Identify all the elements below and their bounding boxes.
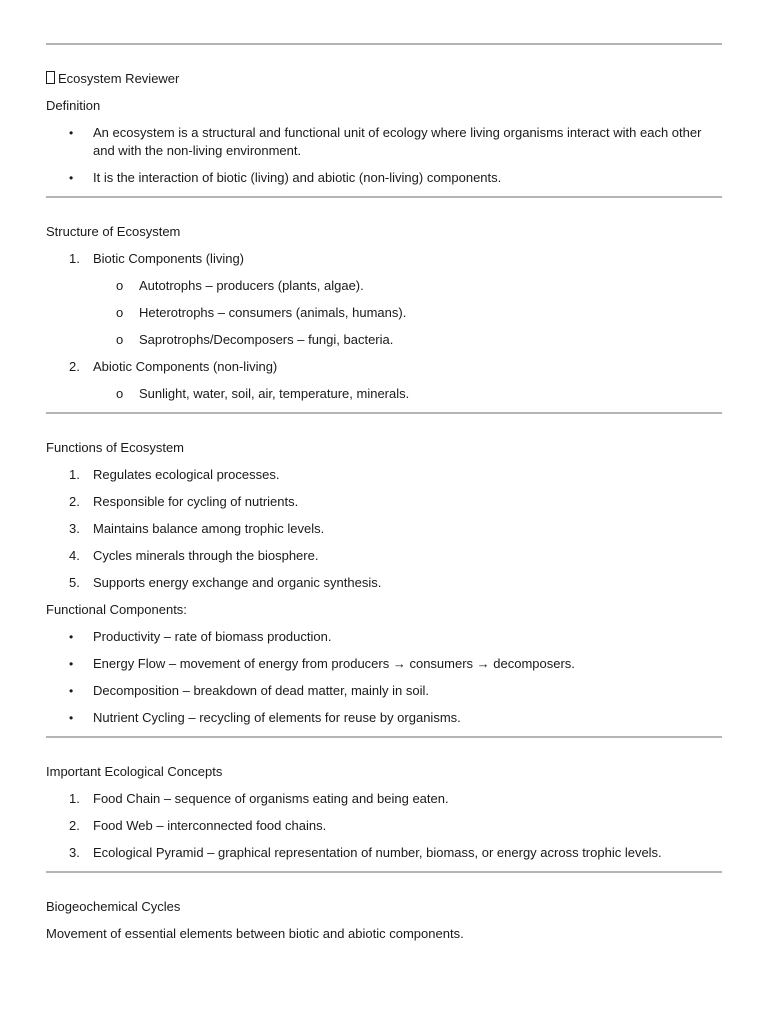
list-number: 2. [69, 359, 80, 374]
horizontal-rule [46, 196, 722, 198]
sub-bullet-marker: o [116, 386, 124, 401]
section-heading-cycles: Biogeochemical Cycles [46, 899, 181, 914]
list-item-text: Ecological Pyramid – graphical representation of number, biomass, or energy across trophic levels. [93, 845, 662, 860]
list-item [46, 574, 722, 592]
sub-list-item-text: Sunlight, water, soil, air, temperature, minerals. [139, 386, 410, 401]
list-item-text: Regulates ecological processes. [93, 467, 280, 482]
document-page [46, 0, 722, 943]
list-item-text: Responsible for cycling of nutrients. [93, 494, 299, 509]
list-number: 3. [69, 521, 80, 536]
list-number: 2. [69, 818, 80, 833]
list-item [46, 682, 722, 700]
list-item [46, 547, 722, 565]
bullet-marker: • [69, 657, 74, 671]
list-item [46, 790, 722, 808]
list-item [46, 520, 722, 538]
list-item [46, 655, 722, 673]
list-item [46, 250, 722, 268]
sub-list-item [46, 385, 722, 403]
horizontal-rule [46, 736, 722, 738]
list-number: 1. [69, 791, 80, 806]
list-item-text: Biotic Components (living) [93, 251, 245, 266]
list-item [46, 628, 722, 646]
bullet-marker: • [69, 126, 74, 140]
bullet-marker: • [69, 684, 74, 698]
document-title [46, 70, 722, 88]
list-item [46, 169, 722, 187]
list-number: 1. [69, 467, 80, 482]
bullet-marker: • [69, 630, 74, 644]
list-number: 4. [69, 548, 80, 563]
list-item [46, 124, 722, 160]
list-item [46, 709, 722, 727]
list-item-text: Nutrient Cycling – recycling of elements for reuse by organisms. [93, 710, 461, 725]
horizontal-rule [46, 412, 722, 414]
horizontal-rule [46, 43, 722, 45]
list-item-text: Food Chain – sequence of organisms eating and being eaten. [93, 791, 449, 806]
bullet-marker: • [69, 711, 74, 725]
sub-bullet-marker: o [116, 278, 124, 293]
document-title-text: Ecosystem Reviewer [58, 71, 180, 86]
list-item-text: Cycles minerals through the biosphere. [93, 548, 319, 563]
list-item [46, 358, 722, 376]
section-heading-definition: Definition [46, 98, 101, 113]
list-item-text: Maintains balance among trophic levels. [93, 521, 325, 536]
sub-list-item-text: Saprotrophs/Decomposers – fungi, bacteria. [139, 332, 394, 347]
list-item-text: Abiotic Components (non-living) [93, 359, 278, 374]
section-heading-structure: Structure of Ecosystem [46, 224, 181, 239]
paragraph: Movement of essential elements between biotic and abiotic components. [46, 926, 464, 941]
list-item-text: It is the interaction of biotic (living) and abiotic (non-living) components. [93, 170, 502, 185]
sub-list-item-text: Heterotrophs – consumers (animals, humans). [139, 305, 407, 320]
list-item [46, 844, 722, 862]
subheading-functional-components: Functional Components: [46, 602, 187, 617]
list-item-text: Supports energy exchange and organic synthesis. [93, 575, 382, 590]
sub-list-item [46, 304, 722, 322]
list-number: 5. [69, 575, 80, 590]
list-item-text: Decomposition – breakdown of dead matter, mainly in soil. [93, 683, 430, 698]
list-item [46, 817, 722, 835]
section-heading-concepts: Important Ecological Concepts [46, 764, 223, 779]
list-number: 3. [69, 845, 80, 860]
list-item-text: Food Web – interconnected food chains. [93, 818, 327, 833]
list-item-text: Energy Flow – movement of energy from producers → consumers → decomposers. [93, 656, 575, 671]
list-item-text: An ecosystem is a structural and functional unit of ecology where living organisms interact with each other and with the non-living environment. [93, 125, 702, 158]
missing-glyph-icon [46, 71, 55, 84]
list-number: 1. [69, 251, 80, 266]
list-number: 2. [69, 494, 80, 509]
horizontal-rule [46, 871, 722, 873]
list-item [46, 493, 722, 511]
list-item [46, 466, 722, 484]
sub-list-item-text: Autotrophs – producers (plants, algae). [139, 278, 364, 293]
sub-bullet-marker: o [116, 332, 124, 347]
section-heading-functions: Functions of Ecosystem [46, 440, 184, 455]
sub-list-item [46, 331, 722, 349]
sub-list-item [46, 277, 722, 295]
bullet-marker: • [69, 171, 74, 185]
sub-bullet-marker: o [116, 305, 124, 320]
list-item-text: Productivity – rate of biomass production. [93, 629, 332, 644]
